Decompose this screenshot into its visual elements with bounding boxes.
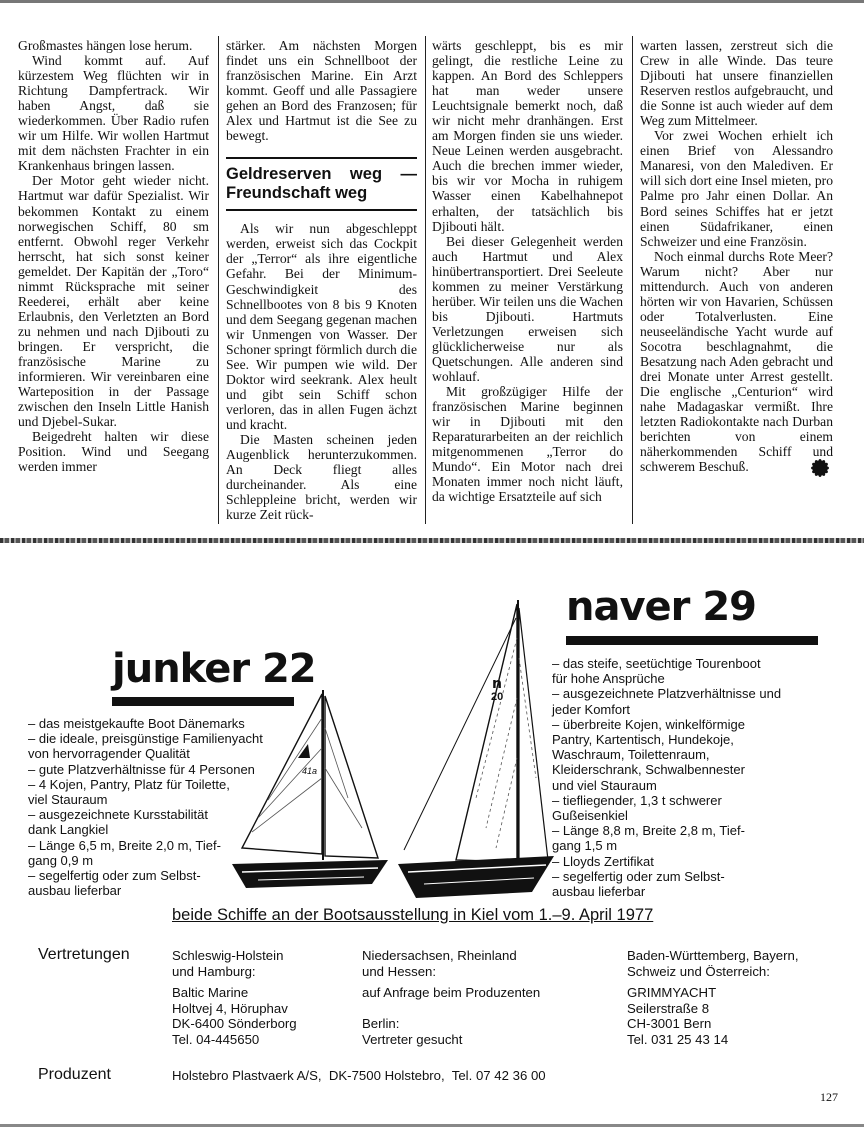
rep-line: auf Anfrage beim Produzenten bbox=[362, 985, 541, 1001]
magazine-logo-icon bbox=[807, 457, 833, 479]
paragraph: Der Motor geht wieder nicht. Hartmut war dafür Spezialist. Wir bekommen Kontakt zu einem norwegischen Schiff, 80 sm entfernt. Obwohl reger Verkehr herrscht, hat sich sonst keiner gemeldet. Der Kapitän der „Toro“ nimmt Rücksprache mit seiner Reederei, erhält aber keine Erlaubnis, den Verletzten an Bord zu nehmen und nach Djibouti zu bringen. Er verspricht, die französische Marine zu informieren. Wir vereinbaren eine Warteposition in der Passage zwischen den Inseln Little Hanish und Djebel-Sukar. bbox=[18, 173, 209, 430]
feature-item: – 4 Kojen, Pantry, Platz für Toilette, bbox=[28, 776, 230, 792]
junker-sail-number: 41a bbox=[302, 766, 318, 776]
naver-feature-list bbox=[552, 656, 832, 899]
naver-sail-number: 20 bbox=[491, 691, 504, 703]
rep-line: GRIMMYACHT bbox=[627, 985, 717, 1001]
bottom-rule bbox=[0, 1124, 864, 1127]
subheading: Geldreserven weg — Freundschaft weg bbox=[226, 157, 417, 211]
feature-item: ausbau lieferbar bbox=[28, 883, 122, 899]
article-column-1 bbox=[18, 38, 209, 474]
rep-line: Baltic Marine bbox=[172, 985, 249, 1001]
paragraph bbox=[640, 249, 833, 475]
column-divider bbox=[425, 36, 426, 524]
feature-item: – segelfertig oder zum Selbst- bbox=[552, 868, 725, 884]
rep-line: Tel. 04-445650 bbox=[172, 1031, 260, 1047]
paragraph: Mit großzügiger Hilfe der französischen Marine beginnen wir in Djibouti mit den Reparaturarbeiten an der reichlich mitgenommenen „Terror do Mundo“. Ein Motor nach drei Monaten immer noch nicht läuft, da wichtige Ersatzteile auf sich bbox=[432, 384, 623, 505]
naver-title-bar bbox=[566, 636, 818, 645]
rep-line: Schleswig-Holstein bbox=[172, 948, 284, 963]
feature-item: – segelfertig oder zum Selbst- bbox=[28, 868, 201, 884]
feature-item: gang 1,5 m bbox=[552, 838, 618, 854]
feature-item: viel Stauraum bbox=[28, 792, 108, 808]
top-rule bbox=[0, 0, 864, 3]
feature-item: gang 0,9 m bbox=[28, 852, 94, 868]
rep-line: und Hessen: bbox=[362, 963, 437, 979]
article-column-4 bbox=[640, 38, 833, 479]
rep-line: Vertreter gesucht bbox=[362, 1031, 463, 1047]
naver-sail-letter: n bbox=[492, 676, 502, 692]
rep-line: Holtvej 4, Höruphav bbox=[172, 1000, 288, 1016]
rep-line: Schweiz und Österreich: bbox=[627, 963, 770, 979]
article-column-2 bbox=[226, 38, 417, 522]
feature-item: jeder Komfort bbox=[552, 701, 631, 717]
feature-item: Waschraum, Toilettenraum, bbox=[552, 747, 710, 763]
feature-item: – die ideale, preisgünstige Familienyacht bbox=[28, 731, 263, 747]
feature-item: Pantry, Kartentisch, Hundekoje, bbox=[552, 732, 734, 748]
rep-spacer bbox=[362, 1001, 592, 1017]
feature-item: für hohe Ansprüche bbox=[552, 671, 665, 687]
paragraph: warten lassen, zerstreut sich die Crew in alle Winde. Das teure Djibouti hat unsere finanziellen Reserven restlos aufgebraucht, und die Sonne ist auch wieder auf dem Weg zum Mittelmeer. bbox=[640, 38, 833, 129]
paragraph: stärker. Am nächsten Morgen findet uns ein Schnellboot der französischen Marine. Ein Arzt kommt. Geoff und alle Passagiere gehen an Bord des Franzosen; für Alex und Hartmut ist die See zu bewegt. bbox=[226, 38, 417, 144]
paragraph: wärts geschleppt, bis es mir gelingt, die restliche Leine zu kappen. An Bord des Schleppers hat man weder unsere Leuchtsignale bemerkt noch, daß wir nicht mehr dranhängen. Erst am Morgen finden sie uns wieder. Neue Leinen werden ausgebracht. Auch die brechen immer wieder, bis wir vor Mocha in ruhigem Wasser einen Kabelhahnepot erhalten, der tatsächlich bis Djibouti hält. bbox=[432, 38, 623, 234]
feature-item: – Länge 8,8 m, Breite 2,8 m, Tief- bbox=[552, 823, 745, 839]
feature-item: ausbau lieferbar bbox=[552, 884, 646, 900]
feature-item: Gußeisenkiel bbox=[552, 808, 628, 824]
producer-label: Produzent bbox=[38, 1066, 111, 1083]
feature-item: – ausgezeichnete Platzverhältnisse und bbox=[552, 686, 782, 702]
representative-north bbox=[172, 948, 352, 1048]
column-divider bbox=[632, 36, 633, 524]
rep-line: Niedersachsen, Rheinland bbox=[362, 948, 517, 963]
rep-line: Seilerstraße 8 bbox=[627, 1000, 710, 1016]
naver-sailboat-illustration bbox=[396, 598, 556, 900]
junker-sailboat-illustration bbox=[228, 688, 393, 898]
representations-label: Vertretungen bbox=[38, 946, 130, 963]
feature-item: und viel Stauraum bbox=[552, 777, 657, 793]
representative-west bbox=[362, 948, 592, 1048]
article-column-3 bbox=[432, 38, 623, 504]
paragraph: Vor zwei Wochen erhielt ich einen Brief von Alessandro Manaresi, von den Malediven. Er will sich dort eine Insel mieten, pro Palme pro Jahr einen Dollar. An Bord seines Schiffes hat er jetzt einen Südafrikaner, einen Schweizer und eine Französin. bbox=[640, 128, 833, 249]
feature-item: – Länge 6,5 m, Breite 2,0 m, Tief- bbox=[28, 837, 221, 853]
advertisement-separator bbox=[0, 538, 864, 543]
naver-brand-title: naver 29 bbox=[566, 584, 756, 630]
feature-item: – überbreite Kojen, winkelförmige bbox=[552, 716, 745, 732]
rep-line: DK-6400 Sönderborg bbox=[172, 1016, 297, 1032]
paragraph: Die Masten scheinen jeden Augenblick herunterzukommen. An Deck fliegt alles durcheinander. Als eine Schleppleine bricht, werden wir kurze Zeit rück- bbox=[226, 431, 417, 523]
feature-item: – ausgezeichnete Kursstabilität bbox=[28, 807, 208, 823]
producer-text: Holstebro Plastvaerk A/S, DK-7500 Holstebro, Tel. 07 42 36 00 bbox=[172, 1068, 546, 1083]
representative-south bbox=[627, 948, 847, 1048]
column-divider bbox=[218, 36, 219, 524]
paragraph: Als wir nun abgeschleppt werden, erweist sich das Cockpit der „Terror“ als ihre eigentliche Gefahr. Bei der Minimum-Geschwindigkeit des Schnellbootes von 8 bis 9 Knoten und dem Seegang gegenan machen wir Unmengen von Wasser. Der Schoner springt förmlich durch die See. Wir pumpen wie wild. Der Doktor wird seekrank. Alex heult und gibt sein Schiff schon verloren, das in allen Fugen ächzt und kracht. bbox=[226, 221, 417, 432]
exhibition-banner: beide Schiffe an der Bootsausstellung in Kiel vom 1.–9. April 1977 bbox=[172, 906, 654, 924]
paragraph: Wind kommt auf. Auf kürzestem Weg flüchten wir in Richtung Dampfertrack. Wir haben Angst, daß sie wiederkommen. Über Radio rufen wir um Hilfe. Wir wollen Hartmut mit dem nächsten Frachter in ein Krankenhaus bringen lassen. bbox=[18, 53, 209, 174]
rep-line: Tel. 031 25 43 14 bbox=[627, 1031, 729, 1047]
feature-item: Kleiderschrank, Schwalbennester bbox=[552, 762, 745, 778]
page-number: 127 bbox=[820, 1090, 838, 1104]
paragraph: Großmastes hängen lose herum. bbox=[18, 38, 193, 53]
feature-item: – Lloyds Zertifikat bbox=[552, 853, 654, 869]
feature-item: – gute Platzverhältnisse für 4 Personen bbox=[28, 761, 255, 777]
rep-line: Baden-Württemberg, Bayern, bbox=[627, 948, 799, 963]
rep-line: CH-3001 Bern bbox=[627, 1016, 712, 1032]
rep-line: und Hamburg: bbox=[172, 963, 256, 979]
feature-item: – das meistgekaufte Boot Dänemarks bbox=[28, 716, 245, 731]
feature-item: – das steife, seetüchtige Tourenboot bbox=[552, 656, 761, 671]
feature-item: dank Langkiel bbox=[28, 822, 109, 838]
paragraph-text: Noch einmal durchs Rote Meer? Warum nicht? Aber nur mittendurch. Auch von anderen hörten wir von Havarien, Schüssen oder Totalverlusten. Eine neuseeländische Yacht wurde auf Socotra beschlagnahmt, die Besatzung nach Aden gebracht und drei Monate unter Arrest gestellt. Die englische „Centurion“ wird nahe Madagaskar vermißt. Ihre letzten Radiokontakte nach Durban berichten von einem näherkommenden Schiff und schwerem Beschuß. bbox=[640, 248, 833, 475]
paragraph: Beigedreht halten wir diese Position. Wind und Seegang werden immer bbox=[18, 429, 209, 475]
rep-line: Berlin: bbox=[362, 1016, 400, 1032]
feature-item: – tiefliegender, 1,3 t schwerer bbox=[552, 792, 722, 808]
junker-brand-title: junker 22 bbox=[112, 646, 316, 692]
feature-item: von hervorragender Qualität bbox=[28, 746, 190, 762]
paragraph: Bei dieser Gelegenheit werden auch Hartmut und Alex hinübertransportiert. Drei Seeleute kommen zu meiner Verstärkung herüber. Wir teilen uns die Wachen bis Djibouti. Hartmuts Verletzungen erweisen sich glücklicherweise nur als Quetschungen. Alle anderen sind wohlauf. bbox=[432, 233, 623, 385]
